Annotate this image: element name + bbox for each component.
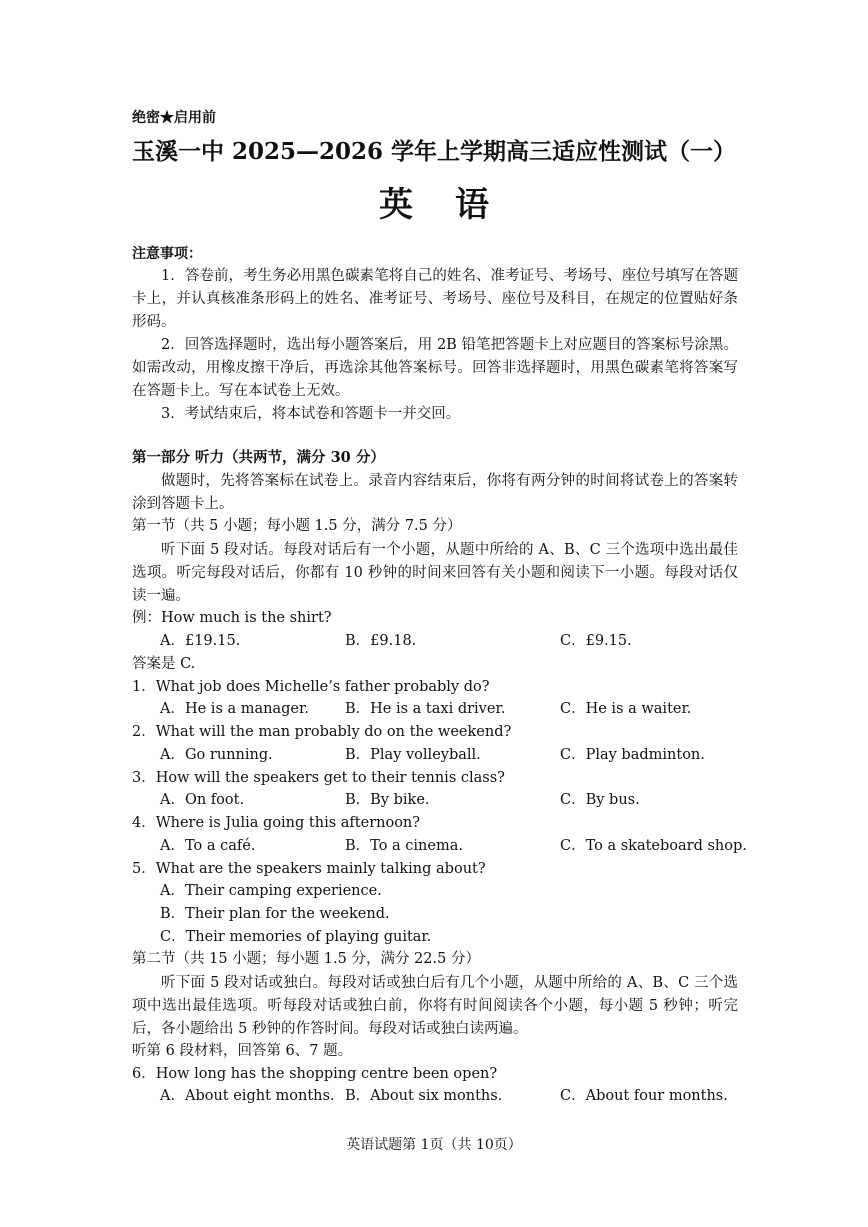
secret-label: 绝密★启用前 xyxy=(132,110,216,126)
question-6-option-c: C．About four months. xyxy=(560,1088,728,1104)
subject-title: 英语 xyxy=(379,185,531,225)
question-3-option-c: C．By bus. xyxy=(560,792,640,808)
example-option-c: C．£9.15. xyxy=(560,633,632,649)
question-2-option-b: B．Play volleyball. xyxy=(345,747,481,763)
example-answer: 答案是 C. xyxy=(132,656,196,672)
question-2-option-c: C．Play badminton. xyxy=(560,747,705,763)
question-1: 1．What job does Michelle’s father probably do? xyxy=(132,679,490,695)
note-item-3: 3．考试结束后，将本试卷和答题卡一并交回。 xyxy=(161,406,461,422)
part1-heading: 第一部分 听力（共两节，满分 30 分） xyxy=(132,449,385,466)
material-6-label: 听第 6 段材料，回答第 6、7 题。 xyxy=(132,1043,353,1059)
exam-title: 玉溪一中 2025—2026 学年上学期高三适应性测试（一） xyxy=(131,138,737,165)
question-6-option-b: B．About six months. xyxy=(345,1088,503,1104)
question-3: 3．How will the speakers get to their tennis class? xyxy=(132,770,505,786)
question-1-option-b: B．He is a taxi driver. xyxy=(345,701,506,717)
example-question: 例：How much is the shirt? xyxy=(132,610,332,626)
question-3-option-a: A．On foot. xyxy=(160,792,245,808)
question-6: 6．How long has the shopping centre been open? xyxy=(132,1066,498,1082)
question-4-option-c: C．To a skateboard shop. xyxy=(560,838,747,854)
page-footer: 英语试题第 1页（共 10页） xyxy=(346,1137,522,1153)
question-5: 5．What are the speakers mainly talking about? xyxy=(132,861,486,877)
section2-instructions: 听下面 5 段对话或独白。每段对话或独白后有几个小题，从题中所给的 A、B、C 三个选项中选出最佳选项。听每段对话或独白前，你将有时间阅读各个小题，每小题 5 秒钟；听完后，各小题给出 5 秒钟的作答时间。每段对话或独白读两遍。 xyxy=(132,975,738,1037)
example-option-a: A．£19.15. xyxy=(160,633,241,649)
question-5-option-c: C．Their memories of playing guitar. xyxy=(160,929,432,945)
notes-heading: 注意事项： xyxy=(132,246,202,262)
note-item-1: 1．答卷前，考生务必用黑色碳素笔将自己的姓名、准考证号、考场号、座位号填写在答题卡上，并认真核准条形码上的姓名、准考证号、考场号、座位号及科目，在规定的位置贴好条形码。 xyxy=(132,268,738,330)
part1-intro: 做题时，先将答案标在试卷上。录音内容结束后，你将有两分钟的时间将试卷上的答案转涂到答题卡上。 xyxy=(132,473,738,512)
question-4-option-a: A．To a café. xyxy=(160,838,256,854)
question-4-option-b: B．To a cinema. xyxy=(345,838,463,854)
question-4: 4．Where is Julia going this afternoon? xyxy=(132,815,421,831)
question-2-option-a: A．Go running. xyxy=(160,747,273,763)
section1-instructions: 听下面 5 段对话。每段对话后有一个小题，从题中所给的 A、B、C 三个选项中选出最佳选项。听完每段对话后，你都有 10 秒钟的时间来回答有关小题和阅读下一小题。每段对话仅读一遍。 xyxy=(132,542,738,604)
question-5-option-b: B．Their plan for the weekend. xyxy=(160,906,390,922)
section1-heading: 第一节（共 5 小题；每小题 1.5 分，满分 7.5 分） xyxy=(132,518,462,534)
question-1-option-a: A．He is a manager. xyxy=(160,701,309,717)
example-option-b: B．£9.18. xyxy=(345,633,417,649)
section2-heading: 第二节（共 15 小题；每小题 1.5 分，满分 22.5 分） xyxy=(132,951,480,967)
note-item-2: 2．回答选择题时，选出每小题答案后，用 2B 铅笔把答题卡上对应题目的答案标号涂黑。如需改动，用橡皮擦干净后，再选涂其他答案标号。回答非选择题时，用黑色碳素笔将答案写在答题卡上。写在本试卷上无效。 xyxy=(132,337,738,399)
question-6-option-a: A．About eight months. xyxy=(160,1088,335,1104)
question-5-option-a: A．Their camping experience. xyxy=(160,883,382,899)
question-2: 2．What will the man probably do on the weekend? xyxy=(132,724,512,740)
question-3-option-b: B．By bike. xyxy=(345,792,430,808)
question-1-option-c: C．He is a waiter. xyxy=(560,701,692,717)
